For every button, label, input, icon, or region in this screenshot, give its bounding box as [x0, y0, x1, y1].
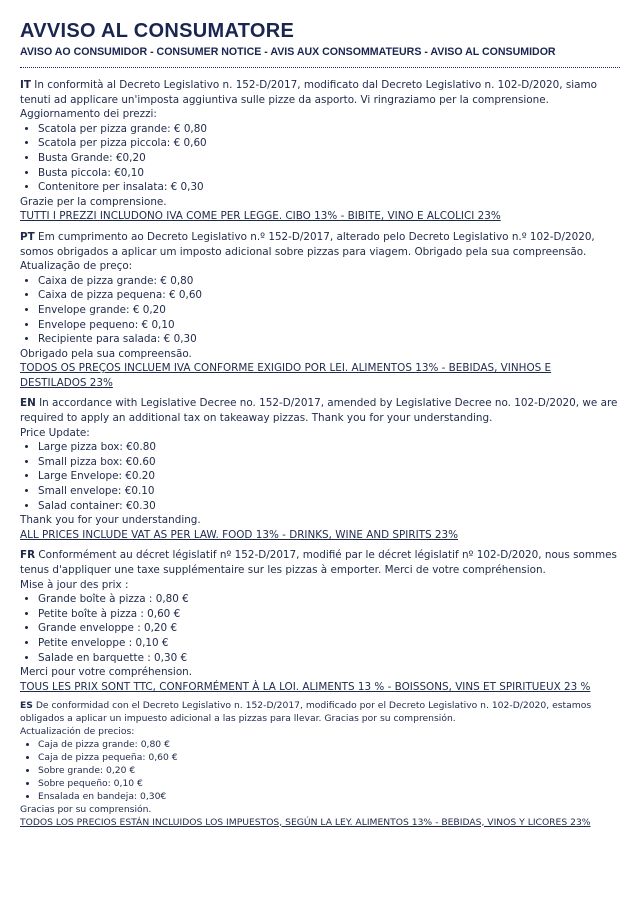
price-item: • Caja de pizza grande: 0,80 € [38, 739, 620, 752]
dotted-divider [20, 67, 620, 68]
price-item: • Ensalada en bandeja: 0,30€ [38, 791, 620, 804]
price-list [20, 440, 620, 513]
price-update-label: Aggiornamento dei prezzi: [20, 108, 157, 121]
section-intro [20, 230, 620, 259]
price-item: • Recipiente para salada: € 0,30 [38, 332, 620, 347]
intro-text: In accordance with Legislative Decree no. 152-D/2017, amended by Legislative Decree no. 102-D/2020, we are required to apply an additional tax on takeaway pizzas. Thank you for your understanding. [20, 397, 618, 425]
section-es [20, 700, 620, 829]
price-item: • Caja de pizza pequeña: 0,60 € [38, 752, 620, 765]
price-list [20, 592, 620, 665]
page-subtitle: AVISO AO CONSUMIDOR - CONSUMER NOTICE - AVIS AUX CONSOMMATEURS - AVISO AL CONSUMIDOR [20, 46, 556, 58]
price-item: • Small envelope: €0.10 [38, 484, 620, 499]
price-update-label: Atualização de preço: [20, 260, 133, 273]
price-list [20, 274, 620, 347]
price-item: • Scatola per pizza grande: € 0,80 [38, 122, 620, 137]
price-item: • Grande boîte à pizza : 0,80 € [38, 592, 620, 607]
price-item: • Caixa de pizza pequena: € 0,60 [38, 288, 620, 303]
price-update-label: Mise à jour des prix : [20, 578, 129, 591]
price-item: • Sobre grande: 0,20 € [38, 765, 620, 778]
language-code: PT [20, 230, 35, 243]
price-list [20, 739, 620, 804]
price-item: • Envelope pequeno: € 0,10 [38, 318, 620, 333]
price-update-label: Price Update: [20, 426, 90, 439]
section-en [20, 396, 620, 542]
price-update-label: Actualización de precios: [20, 726, 135, 738]
thanks-text: Thank you for your understanding. [20, 514, 201, 527]
price-item: • Grande enveloppe : 0,20 € [38, 621, 620, 636]
intro-text: Em cumprimento ao Decreto Legislativo n.º 152-D/2017, alterado pelo Decreto Legislativo n.º 102-D/2020, somos obrigados a aplicar um imposto adicional sobre pizzas para viagem. Obrigado pela sua compreensão. [20, 230, 595, 258]
section-fr [20, 548, 620, 694]
price-item: • Sobre pequeño: 0,10 € [38, 778, 620, 791]
intro-text: Conformément au décret législatif nº 152-D/2017, modifié par le décret législatif nº 102-D/2020, nous sommes tenus d'appliquer une taxe supplémentaire sur les pizzas à emporter. Merci de votre compréhension. [20, 549, 617, 576]
thanks-text: Merci pour votre compréhension. [20, 666, 193, 679]
page-title: AVVISO AL CONSUMATORE [20, 20, 295, 42]
vat-footer: TUTTI I PREZZI INCLUDONO IVA COME PER LEGGE. CIBO 13% - BIBITE, VINO E ALCOLICI 23% [20, 210, 501, 223]
thanks-text: Gracias por su comprensión. [20, 803, 152, 815]
language-code: ES [20, 700, 33, 712]
section-intro [20, 700, 620, 726]
intro-text: De conformidad con el Decreto Legislativo n. 152-D/2017, modificado por el Decreto Legislativo n. 102-D/2020, estamos obligados a aplicar un impuesto adicional a las pizzas para llevar. Gracias por su comprensión. [20, 700, 592, 725]
price-item: • Caixa de pizza grande: € 0,80 [38, 274, 620, 289]
section-intro [20, 548, 620, 577]
language-code: IT [20, 79, 31, 91]
price-item: • Contenitore per insalata: € 0,30 [38, 180, 620, 195]
price-list [20, 122, 620, 195]
thanks-text: Obrigado pela sua compreensão. [20, 347, 192, 360]
vat-footer: TOUS LES PRIX SONT TTC, CONFORMÉMENT À LA LOI. ALIMENTS 13 % - BOISSONS, VINS ET SPIRITUEUX 23 % [20, 680, 591, 693]
price-item: • Large pizza box: €0.80 [38, 440, 620, 455]
vat-footer: TODOS OS PREÇOS INCLUEM IVA CONFORME EXIGIDO POR LEI. ALIMENTOS 13% - BEBIDAS, VINHOS E DESTILADOS 23% [20, 362, 552, 389]
vat-footer: ALL PRICES INCLUDE VAT AS PER LAW. FOOD 13% - DRINKS, WINE AND SPIRITS 23% [20, 528, 458, 541]
price-item: • Small pizza box: €0.60 [38, 455, 620, 470]
price-item: • Petite boîte à pizza : 0,60 € [38, 607, 620, 622]
price-item: • Large Envelope: €0.20 [38, 469, 620, 484]
section-pt [20, 230, 620, 391]
vat-footer: TODOS LOS PRECIOS ESTÁN INCLUIDOS LOS IMPUESTOS, SEGÚN LA LEY. ALIMENTOS 13% - BEBIDAS, VINOS Y LICORES 23% [20, 816, 591, 828]
language-code: FR [20, 549, 36, 562]
price-item: • Salad container: €0.30 [38, 499, 620, 514]
intro-text: In conformità al Decreto Legislativo n. 152-D/2017, modificato dal Decreto Legislativo n. 102-D/2020, siamo tenuti ad applicare un'imposta aggiuntiva sulle pizze da asporto. Vi ringraziamo per la comprensione. [20, 79, 597, 106]
price-item: • Envelope grande: € 0,20 [38, 303, 620, 318]
language-code: EN [20, 397, 36, 410]
section-intro [20, 396, 620, 425]
price-item: • Busta piccola: €0,10 [38, 166, 620, 181]
section-intro [20, 78, 620, 107]
price-item: • Scatola per pizza piccola: € 0,60 [38, 136, 620, 151]
section-it [20, 78, 620, 224]
price-item: • Busta Grande: €0,20 [38, 151, 620, 166]
price-item: • Petite enveloppe : 0,10 € [38, 636, 620, 651]
thanks-text: Grazie per la comprensione. [20, 195, 167, 208]
price-item: • Salade en barquette : 0,30 € [38, 651, 620, 666]
